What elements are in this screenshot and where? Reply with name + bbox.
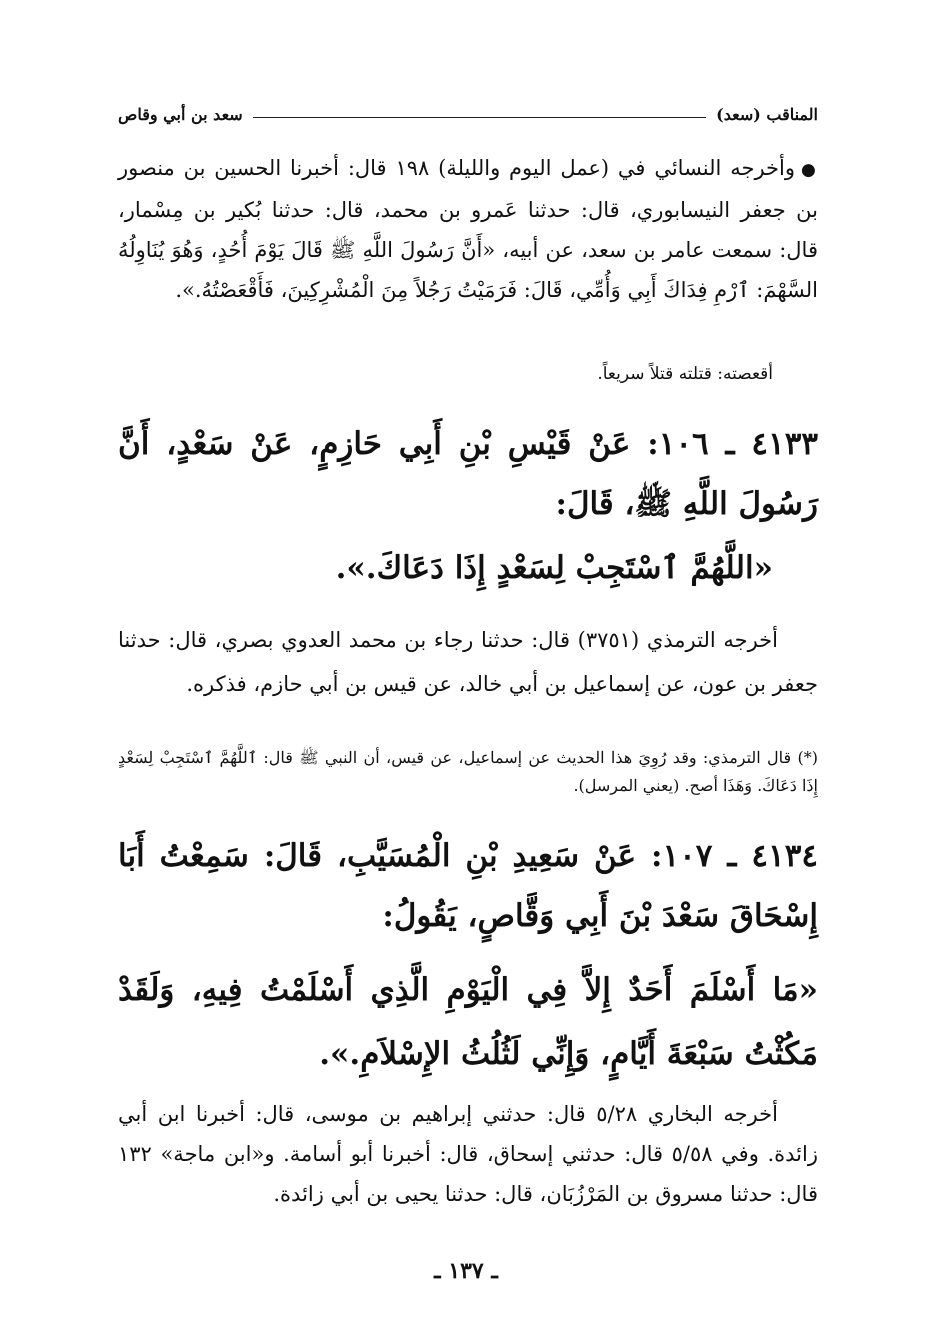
footnote-tirmidhi: (*) قال الترمذي: وقد رُوِيَ هذا الحديث عن إسماعيل، عن قيس، أن النبي ﷺ قال: ٱللَّهُمَّ ٱسْتَجِبْ لِسَعْدٍ إِذَا دَعَاكَ. وَهَذَا أصح. (يعني المرسل). <box>118 748 818 795</box>
hadith-4134-isnad: ٤١٣٤ ـ ١٠٧: عَنْ سَعِيدِ بْنِ الْمُسَيَّبِ، قَالَ: سَمِعْتُ أَبَا إِسْحَاقَ سَعْدَ بْنَ أَبِي وَقَّاصٍ، يَقُولُ: <box>118 838 818 934</box>
paragraph-nasai-text: وأخرجه النسائي في (عمل اليوم والليلة) ١٩٨ قال: أخبرنا الحسين بن منصور بن جعفر النيسابوري، قال: حدثنا عَمرو بن محمد، قال: حدثنا بُكير بن مِسْمار، قال: سمعت عامر بن سعد، عن أبيه، «أَنَّ رَسُولَ اللَّهِ ﷺ قَالَ يَوْمَ أُحُدٍ، وَهُوَ يُنَاوِلُهُ السَّهْمَ: ٱرْمِ فِدَاكَ أَبِي وَأُمِّي، قَالَ: فَرَمَيْتُ رَجُلاً مِنَ الْمُشْرِكِينَ، فَأَقْعَصْتُهُ.». <box>118 156 818 302</box>
hadith-4133-quote: «اللَّهُمَّ ٱسْتَجِبْ لِسَعْدٍ إِذَا دَعَاكَ.». <box>335 550 773 586</box>
header-rule <box>253 117 706 118</box>
gloss-note: أقعصته: قتلته قتلاً سريعاً. <box>597 364 773 384</box>
paragraph-bukhari: أخرجه البخاري ٥/٢٨ قال: حدثني إبراهيم بن موسى، قال: أخبرنا ابن أبي زائدة. وفي ٥/٥٨ قال: حدثني إسحاق، قال: أخبرنا أبو أسامة. و«ابن ماجة» ١٣٢ قال: حدثنا مسروق بن المَرْزُبَان، قال: حدثنا يحيى بن أبي زائدة. <box>118 1102 818 1206</box>
header-section: سعد بن أبي وقاص <box>118 104 243 124</box>
page-number: ـ ١٣٧ ـ <box>434 1258 498 1284</box>
hadith-4134-quote: «مَا أَسْلَمَ أَحَدٌ إِلاَّ فِي الْيَوْمِ الَّذِي أَسْلَمْتُ فِيهِ، وَلَقَدْ مَكُثْتُ سَبْعَةَ أَيَّامٍ، وَإِنِّي لَثُلُثُ الإِسْلاَمِ.». <box>118 972 818 1072</box>
paragraph-tirmidhi: أخرجه الترمذي (٣٧٥١) قال: حدثنا رجاء بن محمد العدوي بصري، قال: حدثنا جعفر بن عون، عن إسماعيل بن أبي خالد، عن قيس بن أبي حازم، فذكره. <box>118 628 818 696</box>
bullet-icon: ● <box>801 160 819 180</box>
header-chapter: المناقب (سعد) <box>716 104 818 124</box>
paragraph-nasai <box>118 148 818 310</box>
running-header <box>118 94 818 134</box>
hadith-4133-isnad: ٤١٣٣ ـ ١٠٦: عَنْ قَيْسِ بْنِ أَبِي حَازِمٍ، عَنْ سَعْدٍ، أَنَّ رَسُولَ اللَّهِ ﷺ، قَالَ: <box>118 426 819 522</box>
